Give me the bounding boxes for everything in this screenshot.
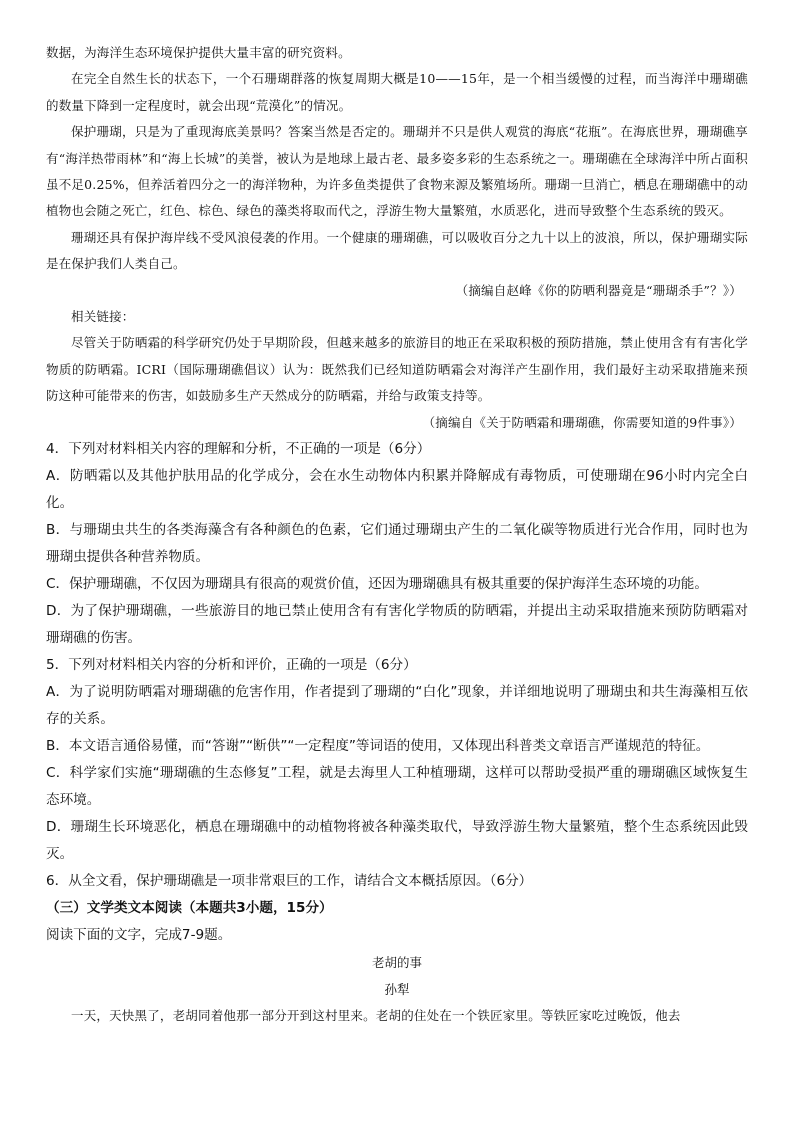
related-link-title: 相关链接： [71,309,135,325]
document-page [46,40,748,1030]
source-citation: （摘编自赵峰《你的防晒利器竟是“珊瑚杀手”？》） [455,282,742,298]
story-title: 老胡的事 [371,955,422,971]
paragraph: 珊瑚还具有保护海岸线不受风浪侵袭的作用。一个健康的珊瑚礁，可以吸收百分之九十以上的波浪，所以，保护珊瑚实际是在保护我们人类自己。 [46,229,748,272]
option: A．防晒霜以及其他护肤用品的化学成分，会在水生动物体内积累并降解成有毒物质，可使珊瑚在96小时内完全白化。 [46,468,748,512]
option: D．珊瑚生长环境恶化，栖息在珊瑚礁中的动植物将被各种藻类取代，导致浮游生物大量繁殖，整个生态系统因此毁灭。 [46,819,748,863]
question-6: 6．从全文看，保护珊瑚礁是一项非常艰巨的工作，请结合文本概括原因。（6分） [46,873,533,890]
paragraph: 在完全自然生长的状态下，一个石珊瑚群落的恢复周期大概是10——15年，是一个相当缓慢的过程，而当海洋中珊瑚礁的数量下降到一定程度时，就会出现“荒漠化”的情况。 [46,71,748,113]
section-heading: （三）文学类文本阅读（本题共3小题，15分） [46,900,333,917]
instruction: 阅读下面的文字，完成7-9题。 [46,927,232,944]
paragraph: 尽管关于防晒霜的科学研究仍处于早期阶段，但越来越多的旅游目的地正在采取积极的预防措施，禁止使用含有有害化学物质的防晒霜。ICRI（国际珊瑚礁倡议）认为：既然我们已经知道防晒霜会对海洋产生副作用，我们最好主动采取措施来预防这种可能带来的伤害，如鼓励多生产天然成分的防晒霜，并给与政策支持等。 [46,335,748,404]
question-5: 5．下列对材料相关内容的分析和评价，正确的一项是（6分） [46,657,417,674]
option: D．为了保护珊瑚礁，一些旅游目的地已禁止使用含有有害化学物质的防晒霜，并提出主动采取措施来预防防晒霜对珊瑚礁的伤害。 [46,603,748,647]
option: C．保护珊瑚礁，不仅因为珊瑚具有很高的观赏价值，还因为珊瑚礁具有极其重要的保护海洋生态环境的功能。 [46,576,708,593]
question-4: 4．下列对材料相关内容的理解和分析，不正确的一项是（6分） [46,441,431,458]
paragraph: 保护珊瑚，只是为了重现海底美景吗？答案当然是否定的。珊瑚并不只是供人观赏的海底“花瓶”。在海底世界，珊瑚礁享有“海洋热带雨林”和“海上长城”的美誉，被认为是地球上最古老、最多姿多彩的生态系统之一。珊瑚礁在全球海洋中所占面积虽不足0.25%，但养活着四分之一的海洋物种，为许多鱼类提供了食物来源及繁殖场所。珊瑚一旦消亡，栖息在珊瑚礁中的动植物也会随之死亡，红色、棕色、绿色的藻类将取而代之，浮游生物大量繁殖，水质恶化，进而导致整个生态系统的毁灭。 [46,124,748,219]
story-author: 孙犁 [384,982,410,998]
paragraph: 数据，为海洋生态环境保护提供大量丰富的研究资料。 [46,45,351,60]
option: B．与珊瑚虫共生的各类海藻含有各种颜色的色素，它们通过珊瑚虫产生的二氧化碳等物质进行光合作用，同时也为珊瑚虫提供各种营养物质。 [46,522,748,566]
option: C．科学家们实施“珊瑚礁的生态修复”工程，就是去海里人工种植珊瑚，这样可以帮助受损严重的珊瑚礁区域恢复生态环境。 [46,765,748,809]
source-citation: （摘编自《关于防晒霜和珊瑚礁，你需要知道的9件事》） [422,414,742,430]
option: A．为了说明防晒霜对珊瑚礁的危害作用，作者提到了珊瑚的“白化”现象，并详细地说明了珊瑚虫和共生海藻相互依存的关系。 [46,684,748,728]
story-paragraph: 一天，天快黑了，老胡同着他那一部分开到这村里来。老胡的住处在一个铁匠家里。等铁匠家吃过晚饭，他去 [71,1008,681,1024]
option: B．本文语言通俗易懂，而“答谢”“断供”“一定程度”等词语的使用，又体现出科普类文章语言严谨规范的特征。 [46,738,710,755]
